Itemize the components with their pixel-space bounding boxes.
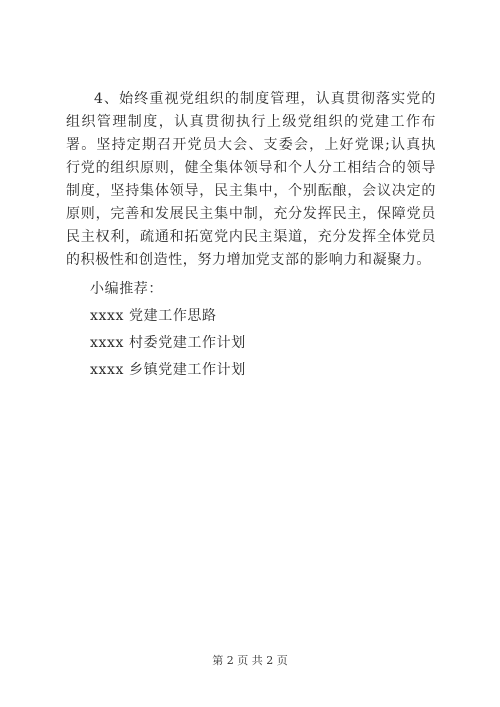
recommend-link-1[interactable]: xxxx 党建工作思路 [90, 308, 217, 324]
recommend-title: 小编推荐： [90, 281, 163, 297]
recommend-list [66, 305, 436, 382]
page-number-footer: 第 2 页 共 2 页 [212, 654, 288, 667]
recommend-link-2[interactable]: xxxx 村委党建工作计划 [90, 335, 246, 351]
recommend-section [66, 278, 436, 382]
document-body [66, 88, 436, 386]
recommend-link-3[interactable]: xxxx 乡镇党建工作计划 [90, 362, 246, 378]
body-paragraph: 4、始终重视党组织的制度管理，认真贯彻落实党的组织管理制度，认真贯彻执行上级党组织的党建工作布署。坚持定期召开党员大会、支委会，上好党课;认真执行党的组织原则，健全集体领导和个人分工相结合的领导制度，坚持集体领导，民主集中，个别酝酿，会议决定的原则，完善和发展民主集中制，充分发挥民主，保障党员民主权利，疏通和拓宽党内民主渠道，充分发挥全体党员的积极性和创造性，努力增加党支部的影响力和凝聚力。 [66, 91, 436, 268]
